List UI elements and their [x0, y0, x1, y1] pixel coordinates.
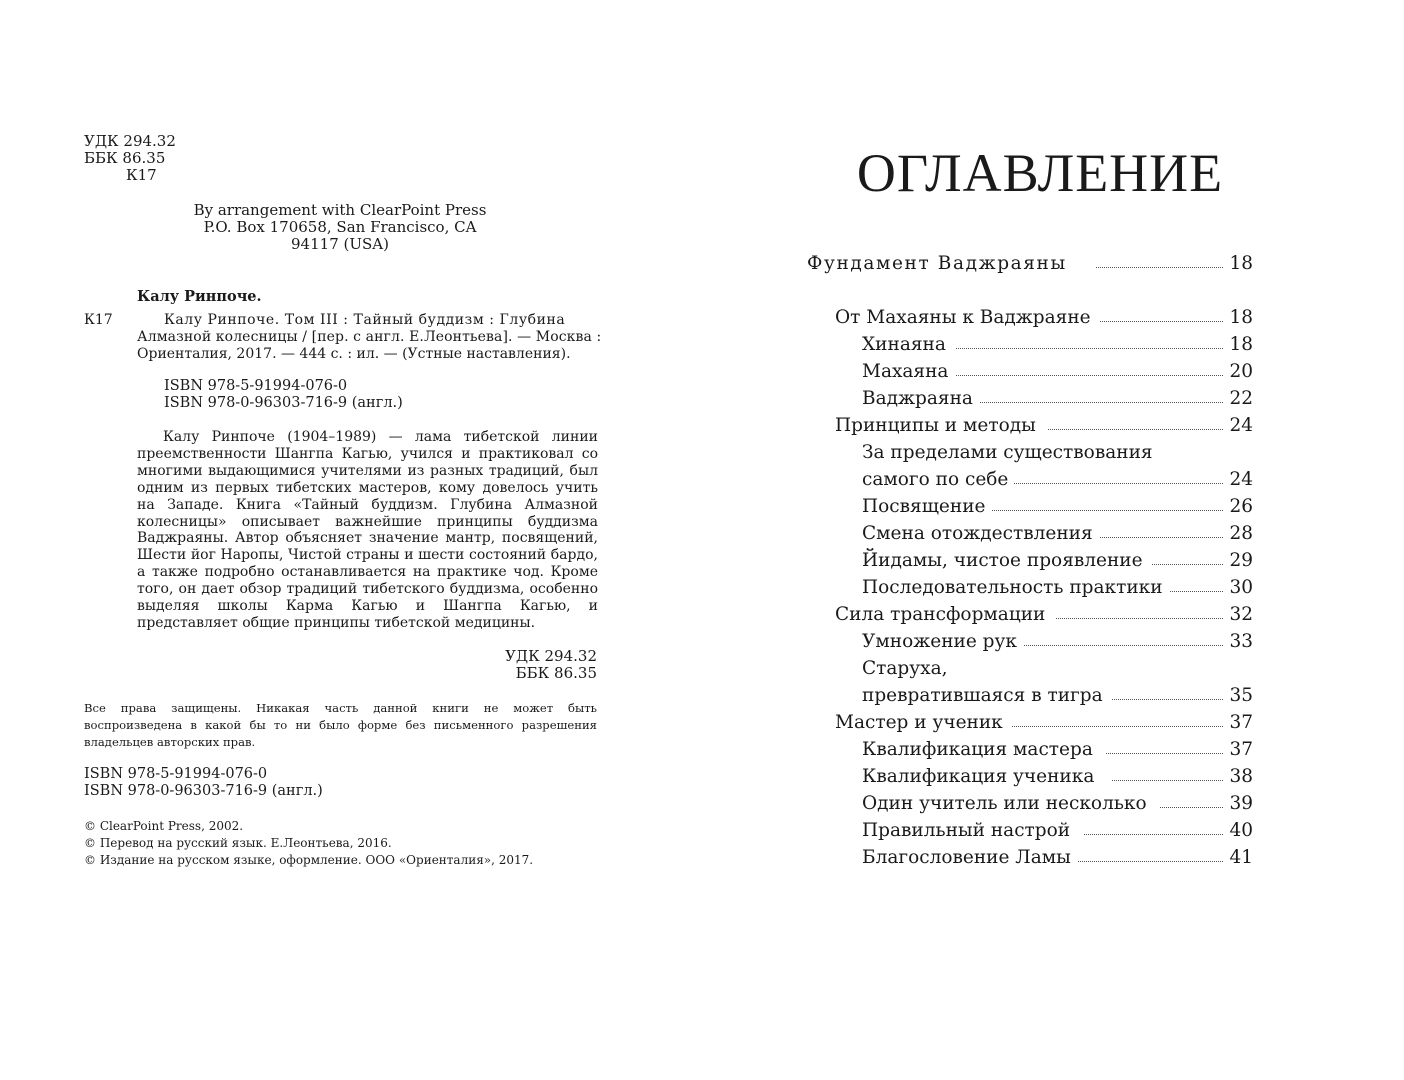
copyright-3: © Издание на русском языке, оформление. ООО «Ориенталия», 2017.: [84, 853, 534, 867]
author-mark: К17: [126, 166, 157, 184]
toc-page-number: 20: [1229, 361, 1253, 382]
toc-section-entry[interactable]: [0, 790, 1253, 817]
udk-bottom: УДК 294.32: [505, 647, 597, 665]
toc-page-number: 35: [1229, 685, 1253, 706]
author-heading: Калу Ринпоче.: [137, 288, 262, 305]
toc-entry-title: Умножение рук: [862, 628, 1023, 655]
toc-section-entry[interactable]: [0, 493, 1253, 520]
toc-section-entry[interactable]: [0, 574, 1253, 601]
bbk-bottom: ББК 86.35: [515, 664, 597, 682]
dot-leader: [1012, 726, 1223, 727]
toc-entry-title: Йидамы, чистое проявление: [862, 547, 1149, 574]
toc-page-number: 30: [1229, 577, 1253, 598]
toc-entry-title-continued[interactable]: За пределами существования: [862, 442, 1153, 463]
contents-title: ОГЛАВЛЕНИЕ: [856, 143, 1224, 203]
toc-page-number: 29: [1229, 550, 1253, 571]
toc-page-number: 32: [1229, 604, 1253, 625]
toc-page-number: 40: [1229, 820, 1253, 841]
toc-entry-title: Махаяна: [862, 358, 954, 385]
toc-entry-title: Квалификация мастера: [862, 736, 1099, 763]
toc-section-entry[interactable]: [0, 358, 1253, 385]
dot-leader: [1112, 699, 1223, 700]
toc-entry-title: Благословение Ламы: [862, 844, 1077, 871]
toc-section-entry[interactable]: [0, 736, 1253, 763]
dot-leader: [1056, 618, 1223, 619]
bib-line-1: Калу Ринпоче. Том III : Тайный буддизм : Глубина: [164, 312, 566, 328]
dot-leader: [1100, 321, 1223, 322]
toc-page-number: 22: [1229, 388, 1253, 409]
toc-page-number: 37: [1229, 739, 1253, 760]
toc-entry-title: Сила трансформации: [835, 601, 1051, 628]
toc-entry-title: Последовательность практики: [862, 574, 1169, 601]
toc-section-entry[interactable]: [0, 331, 1253, 358]
toc-page-number: 41: [1229, 847, 1253, 868]
toc-page-number: 26: [1229, 496, 1253, 517]
bib-mark: К17: [84, 312, 113, 328]
dot-leader: [1106, 753, 1223, 754]
toc-entry-title: Смена отождествления: [862, 520, 1099, 547]
toc-page-number: 28: [1229, 523, 1253, 544]
toc-section-entry[interactable]: [0, 682, 1253, 709]
toc-section-entry[interactable]: [0, 817, 1253, 844]
toc-page-number: 18: [1229, 334, 1253, 355]
toc-section-entry[interactable]: [0, 520, 1253, 547]
annotation: Калу Ринпоче (1904–1989) — лама тибетской линии преемственности Шангпа Кагью, учился и практиковал со многими выдающимися учителями из разных традиций, был одним из первых тибетских мастеров, кому довелось учить на Западе. Книга «Тайный буддизм. Глубина Алмазной колесницы» описывает важнейшие принципы буддизма Ваджраяны. Автор объясняет значение мантр, посвящений, Шести йог Наропы, Чистой страны и шести состояний бардо, а также подробно останавливается на практике чод. Кроме того, он дает обзор традиций тибетского буддизма, особенно выделяя школы Карма Кагью и Шангпа Кагью, и представляет общие принципы тибетской медицины.: [137, 429, 598, 631]
isbn-bottom-1: ISBN 978-5-91994-076-0: [84, 766, 268, 782]
toc-chapter-entry[interactable]: [0, 304, 1253, 331]
dot-leader: [990, 510, 1223, 511]
arrangement-line-2: P.O. Box 170658, San Francisco, CA: [203, 218, 477, 236]
dot-leader: [1152, 564, 1223, 565]
toc-entry-title: превратившаяся в тигра: [862, 682, 1109, 709]
toc-section-entry[interactable]: [0, 628, 1253, 655]
toc-page-number: 18: [1229, 253, 1253, 274]
toc-page-number: 24: [1229, 415, 1253, 436]
toc-entry-title: Принципы и методы: [835, 412, 1042, 439]
dot-leader: [1010, 483, 1223, 484]
toc-page-number: 38: [1229, 766, 1253, 787]
toc-entry-title: Фундамент Ваджраяны: [807, 250, 1073, 277]
dot-leader: [1160, 807, 1223, 808]
dot-leader: [1112, 780, 1223, 781]
toc-entry-title: Хинаяна: [862, 331, 952, 358]
toc-entry-title: Один учитель или несколько: [862, 790, 1153, 817]
toc-section-entry[interactable]: [0, 547, 1253, 574]
toc-chapter-entry[interactable]: [0, 709, 1253, 736]
bbk-code: ББК 86.35: [84, 149, 166, 167]
toc-section-entry[interactable]: [0, 763, 1253, 790]
bib-line-3: Ориенталия, 2017. — 444 с. : ил. — (Устные наставления).: [137, 346, 571, 362]
dot-leader: [1170, 591, 1223, 592]
toc-chapter-entry[interactable]: [0, 601, 1253, 628]
toc-page-number: 33: [1229, 631, 1253, 652]
dot-leader: [1078, 861, 1223, 862]
rights-notice: Все права защищены. Никакая часть данной книги не может быть воспроизведена в какой бы то ни было форме без письменного разрешения владельцев авторских прав.: [84, 701, 597, 749]
toc-entry-title: Правильный настрой: [862, 817, 1076, 844]
copyright-2: © Перевод на русский язык. Е.Леонтьева, 2016.: [84, 836, 392, 850]
toc-page-number: 37: [1229, 712, 1253, 733]
toc-entry-title: Посвящение: [862, 493, 991, 520]
copyright-1: © ClearPoint Press, 2002.: [84, 819, 244, 833]
toc-page-number: 18: [1229, 307, 1253, 328]
udk-code: УДК 294.32: [84, 132, 176, 150]
isbn-1: ISBN 978-5-91994-076-0: [164, 378, 348, 394]
arrangement-line-1: By arrangement with ClearPoint Press: [193, 201, 487, 219]
toc-entry-title: От Махаяны к Ваджраяне: [835, 304, 1097, 331]
isbn-2: ISBN 978-0-96303-716-9 (англ.): [164, 395, 403, 411]
toc-entry-title: самого по себе: [862, 466, 1014, 493]
dot-leader: [1096, 267, 1223, 268]
toc-entry-title: Ваджраяна: [862, 385, 979, 412]
toc-chapter-entry[interactable]: [0, 412, 1253, 439]
toc-entry-title-continued[interactable]: Старуха,: [862, 658, 948, 679]
isbn-bottom-2: ISBN 978-0-96303-716-9 (англ.): [84, 783, 323, 799]
dot-leader: [956, 375, 1223, 376]
dot-leader: [1048, 429, 1223, 430]
dot-leader: [1022, 645, 1223, 646]
dot-leader: [1096, 537, 1223, 538]
toc-page-number: 24: [1229, 469, 1253, 490]
toc-part-entry[interactable]: [0, 250, 1253, 277]
dot-leader: [956, 348, 1223, 349]
toc-page-number: 39: [1229, 793, 1253, 814]
bib-line-2: Алмазной колесницы / [пер. с англ. Е.Леонтьева]. — Москва :: [137, 329, 602, 345]
toc-section-entry[interactable]: [0, 844, 1253, 871]
dot-leader: [1084, 834, 1223, 835]
toc-entry-title: Квалификация ученика: [862, 763, 1100, 790]
arrangement-line-3: 94117 (USA): [291, 235, 389, 253]
toc-section-entry[interactable]: [0, 385, 1253, 412]
toc-section-entry[interactable]: [0, 466, 1253, 493]
dot-leader: [980, 402, 1223, 403]
toc-entry-title: Мастер и ученик: [835, 709, 1009, 736]
